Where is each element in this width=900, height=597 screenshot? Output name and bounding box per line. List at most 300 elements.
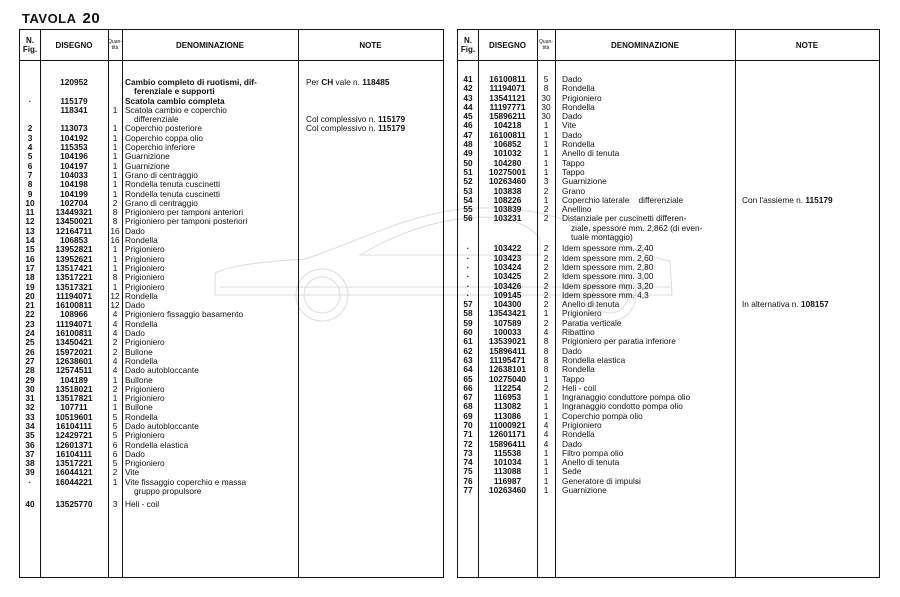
note-note-bold: 115179 <box>377 123 406 134</box>
fig-number: 19 <box>25 281 35 292</box>
part-number: 11195471 <box>489 354 526 365</box>
note-note-bold-a: CH <box>321 77 334 87</box>
part-number: 11194071 <box>56 290 92 301</box>
description <box>125 78 257 97</box>
fig-number: 3 <box>27 132 33 143</box>
part-number: 13517221 <box>55 272 93 283</box>
header-disegno: DISEGNO <box>489 40 526 50</box>
fig-number: 25 <box>25 337 35 348</box>
description-line: Generatore di impulsi <box>562 475 641 486</box>
fig-number: 9 <box>27 188 33 199</box>
note-note-mid: Col complessivo n. <box>306 123 378 134</box>
quantity: 4 <box>543 419 549 430</box>
part-number: 13450021 <box>55 216 93 227</box>
quantity: 8 <box>543 354 549 365</box>
description-line: Dado autobloccante <box>125 365 199 376</box>
fig-number: 13 <box>25 225 35 236</box>
fig-number: 50 <box>463 157 473 168</box>
description-line: Rondella tenuta cuscinetti <box>125 188 221 199</box>
table-row <box>458 131 879 140</box>
part-number: 16100811 <box>489 129 526 140</box>
part-number: 107589 <box>493 317 522 328</box>
fig-number: 38 <box>25 458 35 469</box>
part-number: 103423 <box>493 252 522 263</box>
quantity: 1 <box>112 374 118 385</box>
quantity: 1 <box>112 244 118 255</box>
description-line: Rondella <box>562 429 595 440</box>
part-number: 104197 <box>60 160 88 171</box>
description-line: Idem spessore mm. 4,3 <box>562 289 649 300</box>
parts-table-left <box>19 29 444 578</box>
part-number: 13952821 <box>55 244 93 255</box>
description-line: Tappo <box>562 157 585 168</box>
quantity: 1 <box>112 179 118 190</box>
part-number: 13517321 <box>55 281 93 292</box>
description-line: Prigioniero <box>125 281 165 292</box>
quantity: 4 <box>112 365 118 376</box>
description-line: Prigioniero <box>125 430 165 441</box>
fig-number: 74 <box>463 457 473 468</box>
fig-number: 41 <box>463 74 473 84</box>
fig-number: 59 <box>463 317 473 328</box>
part-number: 115538 <box>493 447 522 458</box>
description <box>562 214 702 242</box>
fig-number: 34 <box>25 420 35 431</box>
fig-number: 24 <box>25 328 35 339</box>
fig-number: · <box>466 280 470 291</box>
description-line: Prigioniero <box>125 393 165 404</box>
description-line: Anello di tenuta <box>562 299 620 310</box>
description-line: Vite <box>125 467 140 478</box>
fig-number: 20 <box>25 290 35 301</box>
description-line: Ingranaggio conduttore pompa olio <box>562 392 691 403</box>
quantity: 3 <box>112 499 118 510</box>
quantity: 8 <box>112 272 118 283</box>
rows-right <box>458 75 879 495</box>
table-row <box>458 440 879 449</box>
rows-left <box>20 72 443 510</box>
part-number: 113088 <box>493 466 522 477</box>
fig-number: 70 <box>463 419 473 430</box>
part-number: 118341 <box>60 104 88 115</box>
header-disegno: DISEGNO <box>55 40 93 50</box>
note-note-mid: In alternativa n. <box>742 299 802 310</box>
quantity: 1 <box>112 262 118 273</box>
description-line: Grano di centraggio <box>125 169 198 180</box>
description-line: Idem spessore mm. 2,60 <box>562 252 654 263</box>
table-row <box>458 467 879 476</box>
fig-number: 31 <box>25 393 35 404</box>
table-row <box>458 449 879 458</box>
fig-number: 69 <box>463 410 473 421</box>
quantity: 5 <box>112 430 118 441</box>
description <box>125 478 246 497</box>
quantity: 1 <box>543 194 549 205</box>
part-number: 103425 <box>493 271 522 282</box>
part-number: 12638101 <box>489 364 526 375</box>
quantity: 2 <box>543 382 549 393</box>
quantity: 1 <box>543 166 549 177</box>
quantity: 2 <box>543 261 549 272</box>
part-number: 13525770 <box>55 499 93 510</box>
table-row <box>458 112 879 121</box>
quantity: 8 <box>543 345 549 356</box>
quantity: 2 <box>543 299 549 310</box>
part-number: 10275040 <box>489 373 526 384</box>
quantity: 4 <box>112 355 118 366</box>
quantity: 2 <box>543 185 549 196</box>
description-line: Prigioniero <box>562 419 602 430</box>
quantity: 1 <box>112 188 118 199</box>
part-number: 15896211 <box>489 111 526 122</box>
fig-number: 40 <box>25 499 35 510</box>
description-line: Rondella <box>125 411 158 422</box>
description-line: Distanziale per cuscinetti differen- <box>562 213 687 224</box>
part-number: 10263460 <box>489 485 526 496</box>
part-number: 115353 <box>60 142 88 153</box>
description-line: Rondella elastica <box>562 354 626 365</box>
quantity: 1 <box>112 142 118 153</box>
fig-number: 17 <box>25 262 35 273</box>
table-row <box>20 78 443 97</box>
fig-number: 27 <box>25 355 35 366</box>
description-line: Dado <box>562 129 582 140</box>
description-line: Paratia verticale <box>562 317 622 328</box>
fig-number: 76 <box>463 475 473 486</box>
description <box>125 106 227 125</box>
part-number: 104300 <box>493 299 522 310</box>
description-line: Prigioniero <box>562 92 602 103</box>
fig-number: 26 <box>25 346 35 357</box>
part-number: 15896411 <box>489 438 526 449</box>
description-line: Heli - coil <box>562 382 597 393</box>
description-line: Rondella <box>125 235 158 246</box>
part-number: 13518021 <box>55 383 93 394</box>
part-number: 13517221 <box>55 458 93 469</box>
description-line: Idem spessore mm. 2,80 <box>562 261 654 272</box>
fig-number: 71 <box>463 429 473 440</box>
quantity: 1 <box>112 393 118 404</box>
quantity: 1 <box>112 160 118 171</box>
table-row <box>458 402 879 411</box>
quantity: 1 <box>112 104 118 115</box>
table-row <box>458 375 879 384</box>
part-number: 16104111 <box>56 448 92 459</box>
quantity: 8 <box>543 364 549 375</box>
fig-number: 15 <box>25 244 35 255</box>
quantity: 1 <box>112 132 118 143</box>
fig-number: · <box>466 261 470 272</box>
part-number: 13952621 <box>55 253 93 264</box>
quantity: 1 <box>543 466 549 477</box>
part-number: 16100811 <box>55 328 93 339</box>
part-number: 113073 <box>60 123 88 134</box>
part-number: 103839 <box>493 204 522 215</box>
description-line: Bullone <box>125 402 153 413</box>
title-number: 20 <box>82 10 101 27</box>
description-line: Dado <box>562 345 582 356</box>
note-note-bold: 115179 <box>805 194 833 205</box>
part-number: 16100811 <box>489 74 526 84</box>
part-number: 11000921 <box>489 419 526 430</box>
description-line: Prigioniero <box>562 308 602 319</box>
fig-number: 29 <box>25 374 35 385</box>
description-line: Dado <box>562 438 582 449</box>
part-number: 15972021 <box>55 346 93 357</box>
fig-number: 22 <box>25 309 35 320</box>
description-line: Scatola cambio completa <box>125 95 225 106</box>
header-note: NOTE <box>359 40 382 50</box>
description-line: Prigioniero per tamponi anteriori <box>125 207 244 218</box>
quantity: 1 <box>543 373 549 384</box>
fig-number: 73 <box>463 447 473 458</box>
description-line: Dado <box>125 300 145 311</box>
description-line: Coperchio posteriore <box>125 123 203 134</box>
quantity: 1 <box>112 402 118 413</box>
quantity: 12 <box>110 300 120 311</box>
description-line: Idem spessore mm. 2,40 <box>562 243 654 254</box>
description-line: Dado autobloccante <box>125 420 199 431</box>
fig-number: 66 <box>463 382 473 393</box>
description-line: Ingranaggio condotto pompa olio <box>562 401 683 412</box>
part-number: 106853 <box>60 235 88 246</box>
header-note: NOTE <box>795 40 819 50</box>
part-number: 104033 <box>60 169 88 180</box>
description <box>125 500 159 509</box>
part-number: 12601171 <box>489 429 526 440</box>
part-number: 11197771 <box>489 101 526 112</box>
header-denominazione: DENOMINAZIONE <box>176 40 244 50</box>
quantity: 1 <box>543 148 549 159</box>
description-line: Rondella <box>125 318 158 329</box>
fig-number: 11 <box>25 207 35 218</box>
table-row <box>458 140 879 149</box>
part-number: 13517821 <box>55 393 93 404</box>
part-number: 13449321 <box>55 207 93 218</box>
note <box>742 300 829 309</box>
description-line: Vite <box>562 120 577 131</box>
quantity: 1 <box>543 392 549 403</box>
fig-number: 68 <box>463 401 473 412</box>
description-line: Rondella <box>562 139 595 150</box>
fig-number: · <box>466 252 470 263</box>
description <box>562 486 607 495</box>
part-number: 107711 <box>60 402 88 413</box>
quantity: 1 <box>112 151 118 162</box>
quantity: 4 <box>543 327 549 338</box>
header-denominazione: DENOMINAZIONE <box>611 40 679 50</box>
description-line: Rondella <box>562 83 595 94</box>
quantity: 5 <box>112 411 118 422</box>
fig-number: 21 <box>25 300 35 311</box>
quantity: 6 <box>112 448 118 459</box>
fig-number: 42 <box>463 83 473 94</box>
quantity: 1 <box>112 281 118 292</box>
part-number: 12638601 <box>55 355 93 366</box>
description-line: Rondella <box>125 355 158 366</box>
quantity: 4 <box>543 429 549 440</box>
fig-number: 62 <box>463 345 473 356</box>
quantity: 5 <box>112 420 118 431</box>
part-number: 112254 <box>493 382 522 393</box>
table-row <box>458 214 879 242</box>
quantity: 1 <box>543 308 549 319</box>
quantity: 4 <box>112 328 118 339</box>
part-number: 106852 <box>493 139 522 150</box>
quantity: 1 <box>543 485 549 496</box>
part-number: 116987 <box>493 475 522 486</box>
description-line: Filtro pompa olio <box>562 447 624 458</box>
part-number: 12429721 <box>55 430 93 441</box>
table-row <box>458 254 879 263</box>
description-line: Rondella elastica <box>125 439 189 450</box>
quantity: 1 <box>543 139 549 150</box>
description-line: Dado <box>562 74 582 84</box>
quantity: 30 <box>541 92 551 103</box>
note-note-mid: vale n. <box>333 77 363 87</box>
part-number: 103422 <box>493 243 522 254</box>
fig-number: 55 <box>463 204 473 215</box>
note <box>306 78 390 87</box>
part-number: 100033 <box>493 327 522 338</box>
description-line: Dado <box>125 328 145 339</box>
fig-number: 43 <box>463 92 473 103</box>
table-row <box>458 177 879 186</box>
fig-number: · <box>466 271 470 282</box>
description-line: ziale, spessore mm. 2,862 (di even- <box>571 222 703 233</box>
fig-number: 44 <box>463 101 473 112</box>
fig-number: 67 <box>463 392 473 403</box>
quantity: 8 <box>543 336 549 347</box>
part-number: 15896411 <box>489 345 526 356</box>
note-note-pre: Per <box>306 77 322 87</box>
fig-number: · <box>466 243 470 254</box>
part-number: 104199 <box>60 188 88 199</box>
description-line: Prigioniero <box>125 272 165 283</box>
table-row <box>458 282 879 291</box>
fig-number: 32 <box>25 402 35 413</box>
description-line: differenziale <box>134 114 179 125</box>
description-line: Coperchio coppa olio <box>125 132 203 143</box>
fig-number: 35 <box>25 430 35 441</box>
description-line: Prigioniero <box>125 458 165 469</box>
description-line: Prigioniero <box>125 383 165 394</box>
fig-number: 65 <box>463 373 473 384</box>
fig-number: 52 <box>463 176 473 187</box>
part-number: 104218 <box>493 120 522 131</box>
part-number: 108226 <box>493 194 522 205</box>
description-line: Anello di tenuta <box>562 457 620 468</box>
part-number: 16100811 <box>55 300 93 311</box>
note <box>742 196 833 205</box>
fig-number: 14 <box>25 235 35 246</box>
part-number: 102704 <box>60 197 88 208</box>
fig-number: 72 <box>463 438 473 449</box>
part-number: 13517421 <box>55 262 93 273</box>
quantity: 2 <box>543 317 549 328</box>
quantity: 2 <box>543 280 549 291</box>
description-line: Prigioniero <box>125 262 165 273</box>
table-row <box>458 196 879 205</box>
quantity: 1 <box>543 447 549 458</box>
part-number: 10275001 <box>489 166 526 177</box>
fig-number: 4 <box>27 142 33 153</box>
fig-number: 36 <box>25 439 35 450</box>
quantity: 16 <box>110 235 120 246</box>
description-line: Prigioniero <box>125 244 165 255</box>
part-number: 103424 <box>493 261 522 272</box>
quantity: 6 <box>112 439 118 450</box>
fig-number: 75 <box>463 466 473 477</box>
part-number: 108966 <box>60 309 88 320</box>
fig-number: 12 <box>25 216 35 227</box>
part-number: 12601371 <box>55 439 93 450</box>
quantity: 2 <box>543 213 549 224</box>
fig-number: · <box>466 289 470 300</box>
part-number: 13539021 <box>489 336 526 347</box>
part-number: 11194071 <box>489 83 526 94</box>
note-note-bold: 118485 <box>362 77 390 87</box>
note-note-bold: 115179 <box>377 114 406 125</box>
description-line: Prigioniero <box>125 253 165 264</box>
fig-number: 64 <box>463 364 473 375</box>
fig-number: 5 <box>27 151 33 162</box>
quantity: 2 <box>112 383 118 394</box>
note-note-mid: Col complessivo n. <box>306 114 378 125</box>
description-line: Bullone <box>125 346 153 357</box>
part-number: 104196 <box>60 151 88 162</box>
fig-number: 7 <box>27 169 33 180</box>
part-number: 11194071 <box>56 318 92 329</box>
description-line: Grano <box>562 185 586 196</box>
note-note-mid: Con l'assieme n. <box>742 194 806 205</box>
fig-number: 54 <box>463 194 473 205</box>
quantity: 1 <box>543 475 549 486</box>
description-line: Tappo <box>562 166 585 177</box>
fig-number: 51 <box>463 166 473 177</box>
description-line: Anellino <box>562 204 592 215</box>
table-row <box>458 458 879 467</box>
description-line: Coperchio inferiore <box>125 142 196 153</box>
quantity: 16 <box>110 225 120 236</box>
quantity: 1 <box>112 253 118 264</box>
part-number: 104189 <box>60 374 88 385</box>
quantity: 4 <box>543 438 549 449</box>
description-line: Prigioniero per tamponi posteriori <box>125 216 248 227</box>
quantity: 1 <box>543 120 549 131</box>
description-line: Scatola cambio e coperchio <box>125 104 227 115</box>
description-line: Dado <box>125 448 145 459</box>
table-row <box>458 272 879 281</box>
part-number: 10263460 <box>489 176 526 187</box>
table-row <box>458 263 879 272</box>
description-line: Rondella tenuta cuscinetti <box>125 179 221 190</box>
title-label: TAVOLA <box>22 11 77 26</box>
description-line: gruppo propulsore <box>134 486 202 497</box>
fig-number: 47 <box>463 129 473 140</box>
quantity: 1 <box>543 410 549 421</box>
table-row <box>458 486 879 495</box>
description-line: Coperchio pompa olio <box>562 410 643 421</box>
quantity: 1 <box>112 476 118 487</box>
description-line: Guarnizione <box>562 176 607 187</box>
quantity: 2 <box>543 271 549 282</box>
quantity: 2 <box>112 197 118 208</box>
quantity: 2 <box>112 337 118 348</box>
part-number: 103231 <box>493 213 522 224</box>
quantity: 5 <box>543 74 549 84</box>
description-line: Prigioniero per paratia inferiore <box>562 336 676 347</box>
